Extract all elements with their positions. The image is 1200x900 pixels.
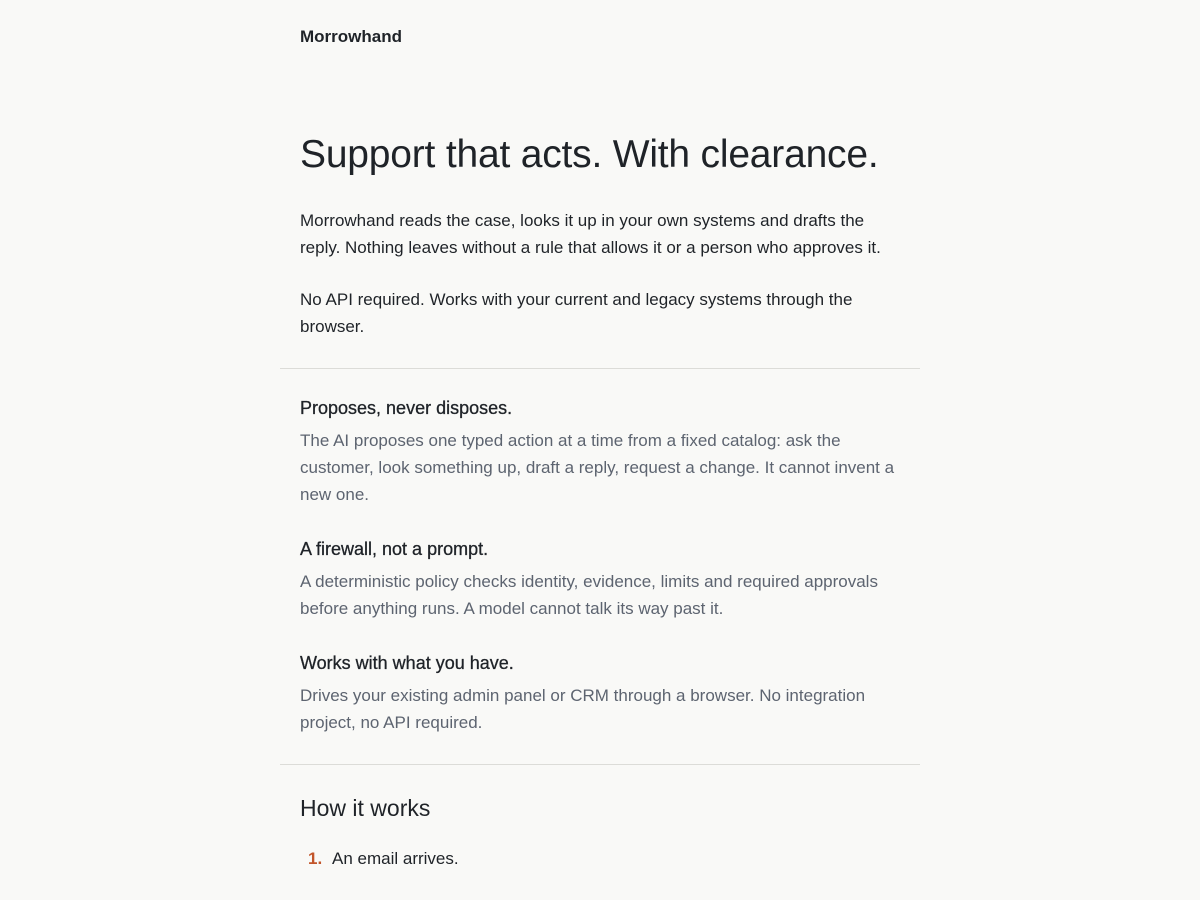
page — [280, 0, 920, 870]
feature-item — [300, 397, 900, 508]
section-title: How it works — [300, 795, 431, 821]
features-section — [280, 369, 920, 736]
header — [280, 0, 920, 47]
feature-title: Works with what you have. — [300, 653, 514, 673]
section-divider — [280, 764, 920, 765]
feature-description: A deterministic policy checks identity, evidence, limits and required approvals before anything runs. A model cannot talk its way past it. — [300, 572, 878, 618]
feature-description: Drives your existing admin panel or CRM through a browser. No integration project, no API required. — [300, 686, 866, 732]
feature-item — [300, 652, 900, 736]
steps-list — [300, 848, 900, 870]
step-item — [300, 848, 900, 870]
brand-logo[interactable]: Morrowhand — [300, 27, 402, 46]
how-it-works-section — [280, 793, 920, 870]
feature-item — [300, 538, 900, 622]
hero-paragraph: Morrowhand reads the case, looks it up in your own systems and drafts the reply. Nothing leaves without a rule that allows it or a person who approves it. — [300, 211, 881, 257]
feature-title: Proposes, never disposes. — [300, 398, 513, 418]
step-number: 1. — [308, 849, 323, 868]
hero-paragraph: No API required. Works with your current and legacy systems through the browser. — [300, 290, 853, 336]
feature-title: A firewall, not a prompt. — [300, 539, 489, 559]
hero-section — [280, 132, 920, 340]
feature-description: The AI proposes one typed action at a time from a fixed catalog: ask the customer, look something up, draft a reply, request a change. It cannot invent a new one. — [300, 431, 895, 504]
hero-title: Support that acts. With clearance. — [300, 133, 879, 176]
step-text: An email arrives. — [332, 849, 459, 868]
